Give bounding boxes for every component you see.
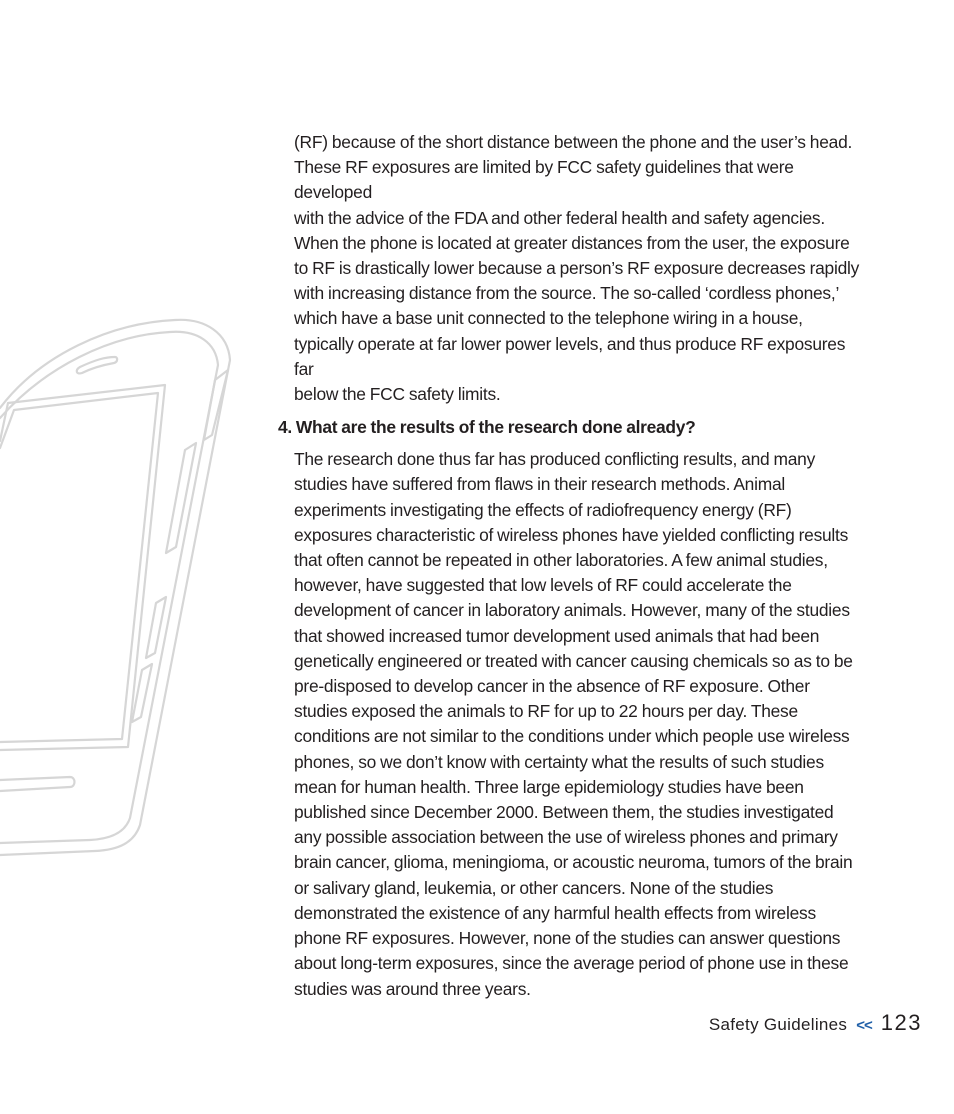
footer-section-title: Safety Guidelines	[708, 1015, 848, 1034]
page-number: 123	[880, 1010, 922, 1035]
page-body	[278, 130, 868, 1002]
footer-double-arrow-icon: <<	[856, 1017, 872, 1034]
paragraph-rf-exposure: (RF) because of the short distance between the phone and the user’s head. These RF exposures are limited by FCC safety guidelines that were developed with the advice of the FDA and other federal health and safety agencies. When the phone is located at greater distances from the user, the exposure to RF is drastically lower because a person’s RF exposure decreases rapidly with increasing distance from the source. The so-called ‘cordless phones,’ which have a base unit connected to the telephone wiring in a house, typically operate at far lower power levels, and thus produce RF exposures far below the FCC safety limits.	[294, 132, 860, 405]
mobile-phone-outline-icon	[0, 315, 240, 860]
question-4-heading: 4. What are the results of the research done already?	[278, 417, 696, 438]
page-footer	[709, 1010, 922, 1036]
paragraph-research-results: The research done thus far has produced conflicting results, and many studies have suffered from flaws in their research methods. Animal experiments investigating the effects of radiofrequency energy (RF) exposures characteristic of wireless phones have yielded conflicting results that often cannot be repeated in other laboratories. A few animal studies, however, have suggested that low levels of RF could accelerate the development of cancer in laboratory animals. However, many of the studies that showed increased tumor development used animals that had been genetically engineered or treated with cancer causing chemicals so as to be pre-disposed to develop cancer in the absence of RF exposure. Other studies exposed the animals to RF for up to 22 hours per day. These conditions are not similar to the conditions under which people use wireless phones, so we don’t know with certainty what the results of such studies mean for human health. Three large epidemiology studies have been published since December 2000. Between them, the studies investigated any possible association between the use of wireless phones and primary brain cancer, glioma, meningioma, or acoustic neuroma, tumors of the brain or salivary gland, leukemia, or other cancers. None of the studies demonstrated the existence of any harmful health effects from wireless phone RF exposures. However, none of the studies can answer questions about long-term exposures, since the average period of phone use in these studies was around three years.	[294, 449, 853, 999]
phone-bottom-key	[0, 777, 75, 791]
phone-speaker	[77, 357, 117, 373]
